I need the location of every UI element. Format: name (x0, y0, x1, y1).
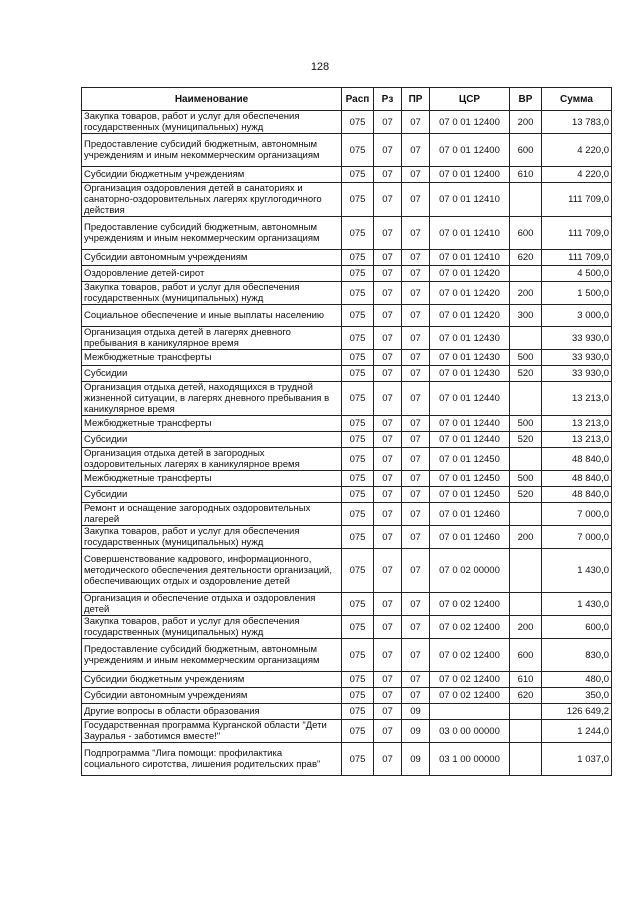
row-sum: 350,0 (542, 688, 612, 704)
row-csr: 07 0 01 12440 (430, 416, 510, 432)
row-rz: 07 (374, 282, 402, 305)
table-row (82, 183, 612, 217)
row-csr: 07 0 01 12410 (430, 183, 510, 217)
table-row (82, 366, 612, 382)
row-name: Ремонт и оснащение загородных оздоровительных лагерей (82, 503, 342, 526)
row-rz: 07 (374, 487, 402, 503)
row-csr: 07 0 01 12420 (430, 266, 510, 282)
table-row (82, 471, 612, 487)
row-sum: 1 037,0 (542, 743, 612, 776)
row-csr: 07 0 01 12450 (430, 471, 510, 487)
row-vr: 200 (510, 616, 542, 639)
row-vr (510, 382, 542, 416)
row-rasp: 075 (342, 639, 374, 672)
row-name: Закупка товаров, работ и услуг для обеспечения государственных (муниципальных) нужд (82, 616, 342, 639)
row-name: Организация отдыха детей в лагерях дневного пребывания в каникулярное время (82, 327, 342, 350)
row-rasp: 075 (342, 593, 374, 616)
table-row (82, 282, 612, 305)
table-row (82, 487, 612, 503)
row-rz: 07 (374, 111, 402, 134)
row-rasp: 075 (342, 217, 374, 250)
row-csr: 07 0 02 12400 (430, 672, 510, 688)
row-pr: 07 (402, 526, 430, 549)
row-sum: 111 709,0 (542, 217, 612, 250)
table-row (82, 382, 612, 416)
row-csr: 07 0 01 12450 (430, 487, 510, 503)
row-sum: 3 000,0 (542, 305, 612, 327)
row-csr: 07 0 02 12400 (430, 593, 510, 616)
row-name: Субсидии автономным учреждениям (82, 688, 342, 704)
row-csr: 07 0 01 12400 (430, 111, 510, 134)
row-vr (510, 549, 542, 593)
row-name: Подпрограмма "Лига помощи: профилактика социального сиротства, лишения родительских прав" (82, 743, 342, 776)
row-vr (510, 704, 542, 720)
row-csr: 07 0 02 00000 (430, 549, 510, 593)
row-pr: 07 (402, 432, 430, 448)
row-vr: 520 (510, 366, 542, 382)
row-vr (510, 743, 542, 776)
row-csr: 07 0 01 12460 (430, 526, 510, 549)
row-name: Субсидии (82, 432, 342, 448)
row-rasp: 075 (342, 327, 374, 350)
row-rasp: 075 (342, 382, 374, 416)
page-number: 128 (310, 61, 330, 73)
row-vr: 200 (510, 526, 542, 549)
row-vr: 200 (510, 111, 542, 134)
table-row (82, 526, 612, 549)
row-csr: 07 0 01 12440 (430, 432, 510, 448)
row-pr: 07 (402, 688, 430, 704)
row-rz: 07 (374, 720, 402, 743)
table-row (82, 672, 612, 688)
row-sum: 4 500,0 (542, 266, 612, 282)
row-name: Социальное обеспечение и иные выплаты населению (82, 305, 342, 327)
row-name: Межбюджетные трансферты (82, 416, 342, 432)
row-vr: 520 (510, 487, 542, 503)
table-row (82, 639, 612, 672)
row-pr: 07 (402, 350, 430, 366)
row-vr: 600 (510, 217, 542, 250)
row-rz: 07 (374, 688, 402, 704)
row-rz: 07 (374, 327, 402, 350)
row-pr: 09 (402, 720, 430, 743)
row-rasp: 075 (342, 549, 374, 593)
row-name: Организация оздоровления детей в санаториях и санаторно-оздоровительных лагерях круглогодичного действия (82, 183, 342, 217)
row-sum: 33 930,0 (542, 350, 612, 366)
row-pr: 07 (402, 639, 430, 672)
row-pr: 09 (402, 704, 430, 720)
row-sum: 13 213,0 (542, 416, 612, 432)
row-vr: 500 (510, 416, 542, 432)
table-row (82, 167, 612, 183)
table-row (82, 704, 612, 720)
row-rz: 07 (374, 366, 402, 382)
row-csr: 07 0 01 12410 (430, 217, 510, 250)
table-row (82, 111, 612, 134)
row-rasp: 075 (342, 282, 374, 305)
row-name: Организация отдыха детей в загородных оздоровительных лагерях в каникулярное время (82, 448, 342, 471)
row-name: Субсидии (82, 487, 342, 503)
table-row (82, 327, 612, 350)
budget-table (81, 87, 612, 776)
row-csr: 07 0 01 12430 (430, 327, 510, 350)
row-rasp: 075 (342, 183, 374, 217)
row-csr: 07 0 01 12460 (430, 503, 510, 526)
row-rasp: 075 (342, 743, 374, 776)
row-name: Организация и обеспечение отдыха и оздоровления детей (82, 593, 342, 616)
table-row (82, 503, 612, 526)
row-csr: 07 0 01 12430 (430, 366, 510, 382)
row-vr: 620 (510, 250, 542, 266)
row-name: Закупка товаров, работ и услуг для обеспечения государственных (муниципальных) нужд (82, 526, 342, 549)
row-rasp: 075 (342, 503, 374, 526)
row-vr: 200 (510, 282, 542, 305)
row-name: Закупка товаров, работ и услуг для обеспечения государственных (муниципальных) нужд (82, 111, 342, 134)
row-rasp: 075 (342, 672, 374, 688)
row-sum: 111 709,0 (542, 250, 612, 266)
row-name: Межбюджетные трансферты (82, 350, 342, 366)
row-rz: 07 (374, 416, 402, 432)
row-pr: 07 (402, 250, 430, 266)
row-pr: 07 (402, 266, 430, 282)
row-rz: 07 (374, 183, 402, 217)
row-rasp: 075 (342, 448, 374, 471)
row-rz: 07 (374, 503, 402, 526)
row-sum: 48 840,0 (542, 448, 612, 471)
row-sum: 7 000,0 (542, 503, 612, 526)
row-sum: 480,0 (542, 672, 612, 688)
row-vr (510, 266, 542, 282)
row-rz: 07 (374, 549, 402, 593)
row-rasp: 075 (342, 526, 374, 549)
row-rasp: 075 (342, 167, 374, 183)
table-header-row (82, 88, 612, 111)
row-name: Совершенствование кадрового, информационного, методического обеспечения деятельности организаций, обеспечивающих отдых и оздоровление детей (82, 549, 342, 593)
row-rz: 07 (374, 266, 402, 282)
row-vr: 610 (510, 167, 542, 183)
row-rz: 07 (374, 432, 402, 448)
row-rasp: 075 (342, 471, 374, 487)
table-row (82, 688, 612, 704)
row-vr: 300 (510, 305, 542, 327)
row-rasp: 075 (342, 432, 374, 448)
row-name: Другие вопросы в области образования (82, 704, 342, 720)
row-name: Предоставление субсидий бюджетным, автономным учреждениям и иным некоммерческим организациям (82, 639, 342, 672)
row-rasp: 075 (342, 720, 374, 743)
row-csr (430, 704, 510, 720)
row-rz: 07 (374, 250, 402, 266)
row-sum: 1 430,0 (542, 549, 612, 593)
row-sum: 7 000,0 (542, 526, 612, 549)
row-rz: 07 (374, 743, 402, 776)
row-rz: 07 (374, 382, 402, 416)
table-row (82, 616, 612, 639)
table-row (82, 250, 612, 266)
row-csr: 07 0 01 12410 (430, 250, 510, 266)
row-rasp: 075 (342, 350, 374, 366)
row-pr: 07 (402, 111, 430, 134)
table-row (82, 134, 612, 167)
row-pr: 07 (402, 167, 430, 183)
row-pr: 07 (402, 134, 430, 167)
row-vr: 500 (510, 350, 542, 366)
row-name: Субсидии бюджетным учреждениям (82, 672, 342, 688)
table-row (82, 305, 612, 327)
row-pr: 07 (402, 672, 430, 688)
row-sum: 33 930,0 (542, 366, 612, 382)
row-pr: 07 (402, 282, 430, 305)
row-sum: 13 213,0 (542, 382, 612, 416)
row-name: Предоставление субсидий бюджетным, автономным учреждениям и иным некоммерческим организациям (82, 217, 342, 250)
row-sum: 4 220,0 (542, 134, 612, 167)
row-pr: 07 (402, 471, 430, 487)
row-vr: 620 (510, 688, 542, 704)
row-pr: 07 (402, 416, 430, 432)
row-csr: 07 0 02 12400 (430, 639, 510, 672)
row-vr: 610 (510, 672, 542, 688)
row-vr: 600 (510, 134, 542, 167)
row-pr: 09 (402, 743, 430, 776)
row-pr: 07 (402, 327, 430, 350)
row-rz: 07 (374, 704, 402, 720)
row-csr: 07 0 01 12450 (430, 448, 510, 471)
row-rz: 07 (374, 593, 402, 616)
header-vr: ВР (510, 88, 542, 111)
table-row (82, 432, 612, 448)
row-name: Организация отдыха детей, находящихся в трудной жизненной ситуации, в лагерях дневного пребывания в каникулярное время (82, 382, 342, 416)
row-sum: 48 840,0 (542, 487, 612, 503)
row-vr: 600 (510, 639, 542, 672)
row-sum: 13 213,0 (542, 432, 612, 448)
row-rz: 07 (374, 350, 402, 366)
row-vr (510, 503, 542, 526)
table-row (82, 549, 612, 593)
row-name: Оздоровление детей-сирот (82, 266, 342, 282)
row-sum: 33 930,0 (542, 327, 612, 350)
row-rasp: 075 (342, 111, 374, 134)
row-sum: 126 649,2 (542, 704, 612, 720)
row-pr: 07 (402, 616, 430, 639)
row-vr (510, 720, 542, 743)
row-pr: 07 (402, 593, 430, 616)
row-rz: 07 (374, 305, 402, 327)
row-sum: 13 783,0 (542, 111, 612, 134)
row-rasp: 075 (342, 487, 374, 503)
row-sum: 111 709,0 (542, 183, 612, 217)
row-vr: 520 (510, 432, 542, 448)
table-row (82, 743, 612, 776)
row-pr: 07 (402, 305, 430, 327)
row-name: Межбюджетные трансферты (82, 471, 342, 487)
row-rz: 07 (374, 448, 402, 471)
header-rasp: Расп (342, 88, 374, 111)
row-rz: 07 (374, 471, 402, 487)
row-rasp: 075 (342, 704, 374, 720)
row-pr: 07 (402, 382, 430, 416)
row-rasp: 075 (342, 134, 374, 167)
header-sum: Сумма (542, 88, 612, 111)
table-row (82, 350, 612, 366)
row-sum: 600,0 (542, 616, 612, 639)
row-rasp: 075 (342, 305, 374, 327)
row-name: Предоставление субсидий бюджетным, автономным учреждениям и иным некоммерческим организациям (82, 134, 342, 167)
table-row (82, 593, 612, 616)
row-pr: 07 (402, 217, 430, 250)
header-name: Наименование (82, 88, 342, 111)
row-sum: 830,0 (542, 639, 612, 672)
row-rz: 07 (374, 526, 402, 549)
row-rasp: 075 (342, 250, 374, 266)
table-row (82, 416, 612, 432)
row-name: Субсидии (82, 366, 342, 382)
row-csr: 07 0 01 12430 (430, 350, 510, 366)
row-rasp: 075 (342, 266, 374, 282)
row-sum: 48 840,0 (542, 471, 612, 487)
row-pr: 07 (402, 448, 430, 471)
row-csr: 03 0 00 00000 (430, 720, 510, 743)
row-csr: 07 0 01 12400 (430, 167, 510, 183)
row-rasp: 075 (342, 688, 374, 704)
row-csr: 03 1 00 00000 (430, 743, 510, 776)
row-pr: 07 (402, 503, 430, 526)
row-vr: 500 (510, 471, 542, 487)
row-rz: 07 (374, 639, 402, 672)
row-name: Субсидии бюджетным учреждениям (82, 167, 342, 183)
row-csr: 07 0 01 12440 (430, 382, 510, 416)
row-rz: 07 (374, 134, 402, 167)
row-vr (510, 327, 542, 350)
row-rz: 07 (374, 217, 402, 250)
row-sum: 1 430,0 (542, 593, 612, 616)
table-row (82, 720, 612, 743)
table-row (82, 448, 612, 471)
row-pr: 07 (402, 487, 430, 503)
row-vr (510, 593, 542, 616)
row-rz: 07 (374, 167, 402, 183)
row-rasp: 075 (342, 416, 374, 432)
row-csr: 07 0 01 12420 (430, 282, 510, 305)
row-name: Субсидии автономным учреждениям (82, 250, 342, 266)
row-rasp: 075 (342, 366, 374, 382)
row-vr (510, 183, 542, 217)
row-csr: 07 0 01 12400 (430, 134, 510, 167)
row-pr: 07 (402, 366, 430, 382)
row-vr (510, 448, 542, 471)
row-name: Закупка товаров, работ и услуг для обеспечения государственных (муниципальных) нужд (82, 282, 342, 305)
row-rz: 07 (374, 672, 402, 688)
row-rasp: 075 (342, 616, 374, 639)
row-pr: 07 (402, 549, 430, 593)
header-pr: ПР (402, 88, 430, 111)
header-rz: Рз (374, 88, 402, 111)
row-pr: 07 (402, 183, 430, 217)
row-csr: 07 0 02 12400 (430, 616, 510, 639)
row-csr: 07 0 01 12420 (430, 305, 510, 327)
row-name: Государственная программа Курганской области "Дети Зауралья - заботимся вместе!" (82, 720, 342, 743)
row-sum: 1 244,0 (542, 720, 612, 743)
table-row (82, 217, 612, 250)
row-csr: 07 0 02 12400 (430, 688, 510, 704)
row-sum: 4 220,0 (542, 167, 612, 183)
header-csr: ЦСР (430, 88, 510, 111)
table-row (82, 266, 612, 282)
row-sum: 1 500,0 (542, 282, 612, 305)
row-rz: 07 (374, 616, 402, 639)
